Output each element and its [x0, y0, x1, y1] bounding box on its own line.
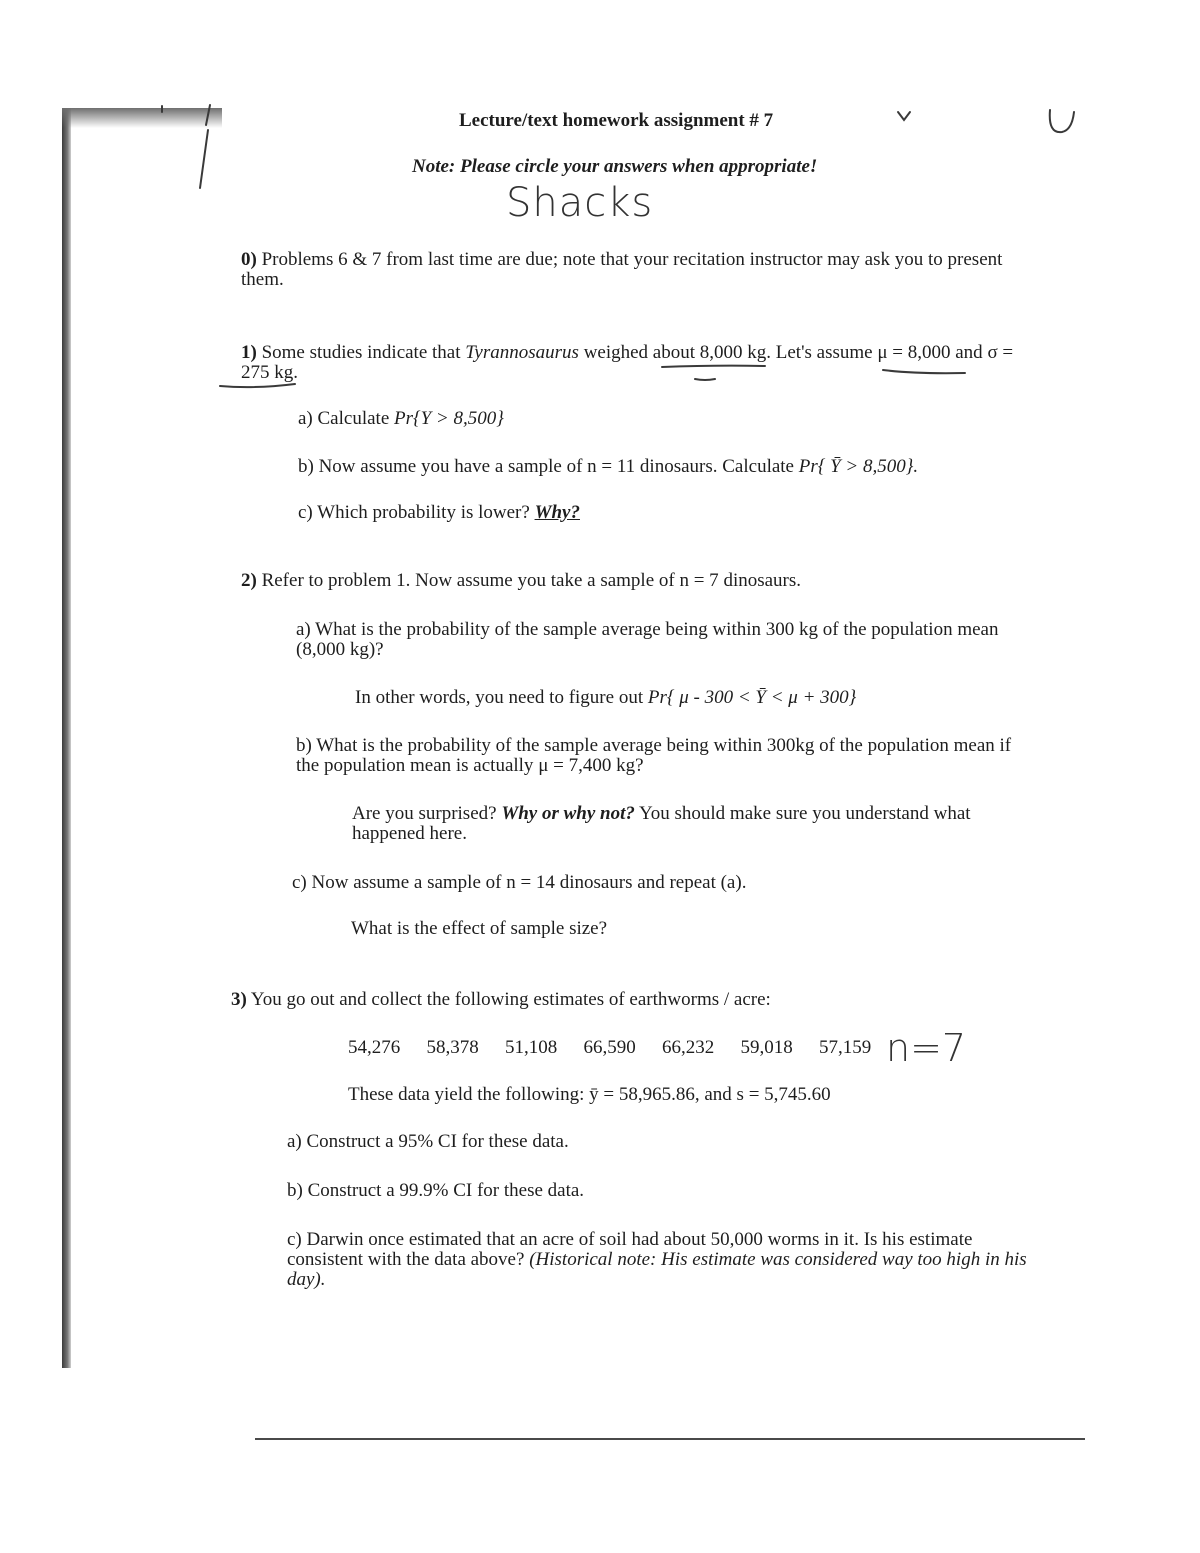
corner-curve-mark: [1040, 104, 1080, 140]
problem-3c-text: c) Darwin once estimated that an acre of soil had about 50,000 worms in it. Is his estimate consistent with the data above?: [287, 1229, 973, 1270]
problem-2-number: 2): [241, 570, 257, 591]
stats-lead: These data yield the following:: [348, 1084, 585, 1105]
problem-2-intro: [241, 571, 801, 591]
problem-2b-text: b) What is the probability of the sample average being within 300kg of the population mean if the population mean is actually: [296, 735, 1012, 776]
instructions-note: Note: Please circle your answers when appropriate!: [412, 156, 818, 177]
data-value: 51,108: [505, 1037, 558, 1058]
problem-2a-hint-expression: Pr{ μ - 300 < Ȳ < μ + 300}: [647, 687, 857, 708]
pen-stroke-marks: [150, 100, 220, 195]
problem-0-text: Problems 6 & 7 from last time are due; note that your recitation instructor may ask you to present them.: [241, 249, 1003, 290]
problem-2-text: Refer to problem 1. Now assume you take a sample of: [261, 570, 675, 591]
problem-1c: [298, 503, 580, 523]
problem-2b: [296, 736, 1036, 776]
problem-1a-expression: Pr{Y > 8,500}: [394, 408, 504, 429]
earthworm-data-row: [348, 1038, 871, 1058]
problem-1c-text: c) Which probability is lower?: [298, 502, 530, 523]
page-edge-shadow: [62, 108, 71, 1368]
data-value: 66,232: [662, 1037, 715, 1058]
data-value: 57,159: [819, 1037, 872, 1058]
problem-1a: [298, 409, 504, 429]
problem-2a-hint: [355, 688, 856, 708]
problem-1b-rest: dinosaurs. Calculate: [639, 456, 794, 477]
problem-2c-effect: What is the effect of sample size?: [351, 918, 608, 939]
page-title: Lecture/text homework assignment # 7: [459, 110, 774, 131]
problem-1-text-a: Some studies indicate that: [261, 342, 461, 363]
problem-1b-expression: Pr{ Ȳ > 8,500}.: [798, 456, 919, 477]
problem-1-number: 1): [241, 342, 257, 363]
handwritten-name: Shacks: [506, 180, 654, 226]
problem-3c: [287, 1230, 1047, 1290]
problem-2-text-end: dinosaurs.: [723, 570, 802, 591]
problem-2-n: n = 7: [679, 570, 719, 591]
mu-value: μ = 8,000 and: [877, 342, 983, 363]
problem-2b-followup: [352, 804, 1012, 844]
problem-3b: b) Construct a 99.9% CI for these data.: [287, 1180, 585, 1201]
sample-sd: s = 5,745.60: [736, 1084, 831, 1105]
problem-2c-rest: dinosaurs and repeat (a).: [559, 872, 747, 893]
data-value: 66,590: [583, 1037, 636, 1058]
data-value: 58,378: [426, 1037, 479, 1058]
problem-2c-text: c) Now assume a sample of: [292, 872, 502, 893]
species-name: Tyrannosaurus: [465, 342, 579, 363]
sample-mean: ȳ = 58,965.86, and: [589, 1084, 732, 1105]
problem-3a: a) Construct a 95% CI for these data.: [287, 1131, 569, 1152]
problem-2b-why: Why or why not?: [501, 803, 635, 824]
historical-note: (Historical note: His estimate was considered way too high in his day).: [287, 1249, 1027, 1290]
problem-3-text: You go out and collect the following estimates of earthworms / acre:: [250, 989, 771, 1010]
problem-1a-text: a) Calculate: [298, 408, 390, 429]
data-value: 59,018: [740, 1037, 793, 1058]
problem-2c: [292, 873, 746, 893]
problem-1b-text: b) Now assume you have a sample of: [298, 456, 583, 477]
problem-2a-hint-text: In other words, you need to figure out: [355, 687, 644, 708]
sigma-label: σ =: [987, 342, 1014, 363]
problem-1b-n: n = 11: [587, 456, 636, 477]
sigma-value: 275 kg.: [241, 362, 298, 383]
problem-3-intro: [231, 990, 771, 1010]
problem-3-number: 3): [231, 989, 247, 1010]
page-bottom-rule: [255, 1438, 1085, 1440]
problem-2b-rest: You should make sure you understand what happened here.: [352, 803, 971, 844]
underline-marks: [215, 362, 975, 392]
problem-2b-surprised: Are you surprised?: [352, 803, 497, 824]
problem-0: [241, 250, 1031, 290]
problem-2c-n: n = 14: [506, 872, 555, 893]
problem-2a: a) What is the probability of the sample average being within 300 kg of the population mean (8,000 kg)?: [296, 619, 999, 660]
problem-1c-why: Why?: [534, 502, 580, 523]
summary-statistics: [348, 1085, 831, 1105]
handwritten-sample-size: n=7: [886, 1026, 967, 1070]
data-value: 54,276: [348, 1037, 401, 1058]
problem-2b-mu: μ = 7,400 kg?: [538, 755, 644, 776]
checkmark-mark: [895, 108, 915, 124]
problem-1b: [298, 457, 918, 477]
problem-1-text-b: weighed about 8,000 kg. Let's assume: [583, 342, 873, 363]
problem-0-number: 0): [241, 249, 257, 270]
